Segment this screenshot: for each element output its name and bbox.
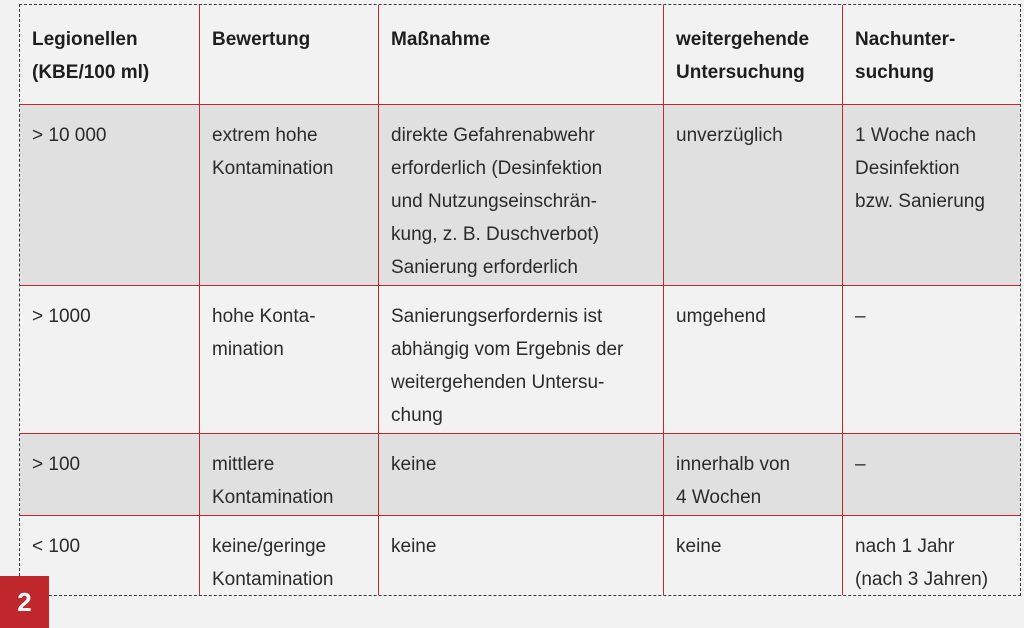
table-row bbox=[20, 285, 1022, 433]
header-nachuntersuchung bbox=[843, 5, 1022, 104]
cell-line: Sanierung erforderlich bbox=[391, 256, 578, 278]
cell-weitergehende-untersuchung bbox=[664, 433, 843, 515]
cell-line: – bbox=[855, 453, 866, 475]
cell-line: Sanierungserfordernis ist bbox=[391, 305, 603, 327]
cell-line: 1 Woche nach bbox=[855, 124, 977, 146]
cell-massnahme bbox=[379, 515, 664, 596]
cell-weitergehende-untersuchung bbox=[664, 285, 843, 433]
cell-line: hohe Konta- bbox=[212, 305, 316, 327]
cell-line: keine bbox=[391, 453, 437, 475]
cell-line: erforderlich (Desinfektion bbox=[391, 157, 603, 179]
cell-line: > 10 000 bbox=[32, 124, 107, 146]
header-line: (KBE/100 ml) bbox=[32, 62, 150, 83]
cell-line: – bbox=[855, 305, 866, 327]
header-row bbox=[20, 5, 1022, 104]
cell-line: keine/geringe bbox=[212, 535, 327, 557]
cell-line: und Nutzungseinschrän- bbox=[391, 190, 597, 212]
cell-line: < 100 bbox=[32, 535, 81, 557]
cell-line: mination bbox=[212, 338, 284, 360]
cell-line: keine bbox=[676, 535, 722, 557]
figure-number-badge: 2 bbox=[0, 576, 49, 628]
header-bewertung bbox=[200, 5, 379, 104]
cell-legionellen bbox=[20, 285, 200, 433]
cell-legionellen bbox=[20, 104, 200, 285]
cell-line: Kontamination bbox=[212, 486, 334, 508]
cell-line: > 1000 bbox=[32, 305, 91, 327]
cell-massnahme bbox=[379, 104, 664, 285]
header-line: weitergehende bbox=[676, 29, 810, 50]
cell-nachuntersuchung bbox=[843, 515, 1022, 596]
cell-bewertung bbox=[200, 285, 379, 433]
cell-line: weitergehenden Untersu- bbox=[391, 371, 605, 393]
legionella-table bbox=[19, 5, 1021, 596]
cell-legionellen bbox=[20, 433, 200, 515]
table-row bbox=[20, 104, 1022, 285]
cell-bewertung bbox=[200, 104, 379, 285]
cell-line: bzw. Sanierung bbox=[855, 190, 985, 212]
cell-line: direkte Gefahrenabwehr bbox=[391, 124, 595, 146]
cell-line: chung bbox=[391, 404, 443, 426]
cell-nachuntersuchung bbox=[843, 433, 1022, 515]
cell-weitergehende-untersuchung bbox=[664, 515, 843, 596]
cell-line: Kontamination bbox=[212, 157, 334, 179]
header-line: suchung bbox=[855, 62, 935, 83]
cell-line: Desinfektion bbox=[855, 157, 960, 179]
cell-weitergehende-untersuchung bbox=[664, 104, 843, 285]
header-line: Untersuchung bbox=[676, 62, 805, 83]
cell-bewertung bbox=[200, 515, 379, 596]
cell-line: > 100 bbox=[32, 453, 81, 475]
header-line: Nachunter- bbox=[855, 29, 956, 50]
header-legionellen bbox=[20, 5, 200, 104]
cell-line: Kontamination bbox=[212, 568, 334, 590]
cell-line: 4 Wochen bbox=[676, 486, 762, 508]
cell-line: umgehend bbox=[676, 305, 766, 327]
header-line: Legionellen bbox=[32, 29, 138, 50]
header-line: Bewertung bbox=[212, 29, 311, 50]
header-weitergehende-untersuchung bbox=[664, 5, 843, 104]
cell-line: kung, z. B. Duschverbot) bbox=[391, 223, 600, 245]
header-massnahme bbox=[379, 5, 664, 104]
cell-nachuntersuchung bbox=[843, 285, 1022, 433]
table-row bbox=[20, 515, 1022, 596]
cell-massnahme bbox=[379, 285, 664, 433]
cell-line: extrem hohe bbox=[212, 124, 318, 146]
cell-line: innerhalb von bbox=[676, 453, 791, 475]
cell-line: unverzüglich bbox=[676, 124, 783, 146]
cell-line: (nach 3 Jahren) bbox=[855, 568, 989, 590]
cell-line: nach 1 Jahr bbox=[855, 535, 955, 557]
cell-line: abhängig vom Ergebnis der bbox=[391, 338, 624, 360]
cell-bewertung bbox=[200, 433, 379, 515]
table-frame bbox=[19, 4, 1021, 596]
cell-nachuntersuchung bbox=[843, 104, 1022, 285]
cell-line: keine bbox=[391, 535, 437, 557]
header-line: Maßnahme bbox=[391, 29, 491, 50]
cell-massnahme bbox=[379, 433, 664, 515]
cell-line: mittlere bbox=[212, 453, 275, 475]
table-row bbox=[20, 433, 1022, 515]
